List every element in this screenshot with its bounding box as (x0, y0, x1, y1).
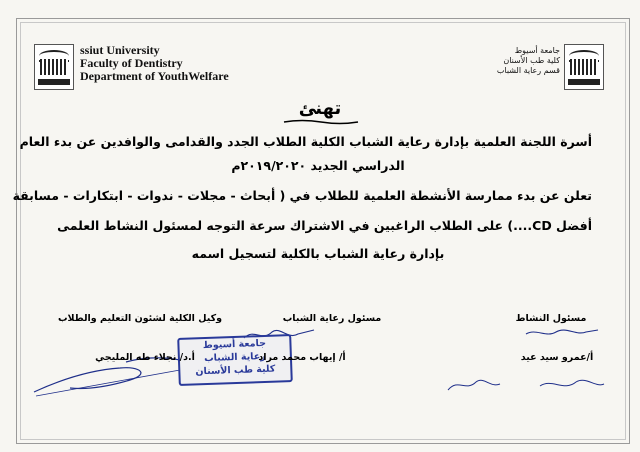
youth-welfare-title: مسئول رعاية الشباب (282, 313, 382, 324)
handwritten-notes (440, 370, 610, 400)
university-logo-left (34, 44, 74, 90)
faculty-name-ar: كلية طب الأسنان (503, 56, 560, 65)
youth-welfare-name: أ/ إيهاب محمد مراد (258, 352, 346, 363)
vice-dean-signature (30, 340, 190, 400)
announcement-line-3: تعلن عن بدء ممارسة الأنشطة العلمية للطلاب في ( أبحاث - مجلات - ندوات - ابتكارات - مسابقة (12, 188, 592, 203)
announcement-line-1: أسرة اللجنة العلمية بإدارة رعاية الشباب الكلية الطلاب الجدد والقدامى والوافدين عن بدء العام (19, 134, 592, 149)
department-name-en: Department of YouthWelfare (80, 69, 229, 83)
stamp-line-3: كلية طب الأسنان (195, 363, 276, 378)
announcement-line-4: أفضل CD....) على الطلاب الراغبين في الاشتراك سرعة التوجه لمسئول النشاط العلمى (57, 218, 592, 233)
vice-dean-name: أ.د/ نجلاء طه المليجي (95, 352, 195, 363)
activity-signature (522, 322, 602, 344)
activity-title: مسئول النشاط (515, 313, 587, 324)
page-title: تهنئ (298, 98, 342, 119)
activity-name: أ/عمرو سيد عيد (520, 352, 594, 363)
university-name-en: ssiut University (80, 43, 160, 57)
announcement-line-5: بإدارة رعاية الشباب بالكلية لتسجيل اسمه (191, 246, 445, 261)
arabic-header (488, 46, 560, 76)
university-name-ar: جامعة أسيوط (514, 46, 560, 55)
department-name-ar: قسم رعاية الشباب (496, 66, 560, 75)
stamp-line-2: رعاية الشباب (203, 350, 266, 365)
vice-dean-title: وكيل الكلية لشئون التعليم والطلاب (57, 313, 223, 324)
faculty-name-en: Faculty of Dentistry (80, 56, 183, 70)
university-logo-right (564, 44, 604, 90)
title-underline (282, 118, 360, 126)
stamp-line-1: جامعة أسيوط (202, 337, 267, 352)
announcement-line-2: الدراسي الجديد ٢٠١٩/٢٠٢٠م (231, 158, 405, 173)
english-header (80, 44, 229, 83)
